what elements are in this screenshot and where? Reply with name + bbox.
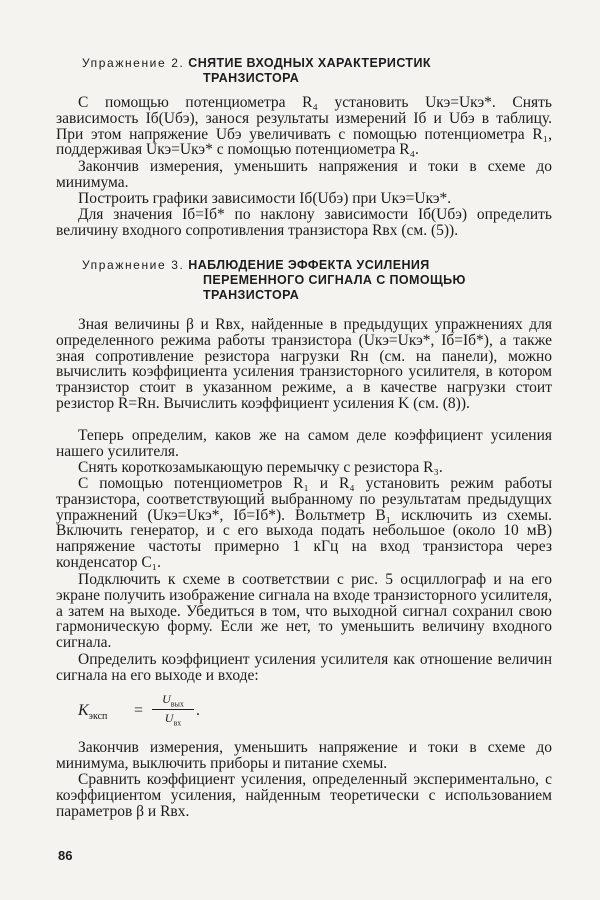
exercise-3-heading bbox=[82, 258, 542, 303]
formula-equals: = bbox=[134, 702, 144, 719]
ex2-paragraph-2: Закончив измерения, уменьшить напряжения и токи в схеме до минимума. bbox=[56, 158, 552, 191]
formula-fraction bbox=[152, 692, 194, 728]
exercise-3-label: Упражнение 3. bbox=[82, 258, 185, 272]
ex3-closing-2: Сравнить коэффициент усиления, определенный экспериментально, с коэффициентом усиления, найденным теоретически с использованием параметров β и Rвх. bbox=[56, 771, 552, 820]
exercise-2-heading bbox=[82, 56, 542, 86]
formula-numerator: $U_{вых}$ bbox=[152, 692, 194, 710]
ex3-closing-1: Закончив измерения, уменьшить напряжение и токи в схеме до минимума, выключить приборы и питание схемы. bbox=[56, 739, 552, 772]
ex2-paragraph-3: Построить графики зависимости Iб(Uбэ) при Uкэ=Uкэ*. bbox=[78, 190, 452, 207]
exercise-2-label: Упражнение 2. bbox=[82, 56, 185, 70]
ex3-paragraph-3: Снять короткозамыкающую перемычку с резистора R₃. bbox=[78, 459, 443, 476]
gain-formula bbox=[78, 692, 278, 732]
exercise-3-title-line2: ПЕРЕМЕННОГО СИГНАЛА С ПОМОЩЬЮ bbox=[203, 273, 466, 287]
ex3-paragraph-5: Подключить к схеме в соответствии с рис. 5 осциллограф и на его экране получить изображение сигнала на входе транзисторного усилителя, а затем на выходе. Убедиться в том, что выходной сигнал сохранил свою гармоническую форму. Если же нет, то уменьшить величину входного сигнала. bbox=[56, 571, 552, 652]
ex3-paragraph-4: С помощью потенциометров R₁ и R₄ установить режим работы транзистора, соответствующий выбранному по результатам предыдущих упражнений (Uкэ=Uкэ*, Iб=Iб*). Вольтметр B₁ исключить из схемы. Включить генератор, и с его выхода подать небольшое (около 10 мВ) напряжение частоты примерно 1 кГц на вход транзистора через конденсатор C₁. bbox=[56, 475, 552, 571]
formula-period: . bbox=[196, 702, 200, 719]
formula-denominator: $U_{вх}$ bbox=[164, 711, 182, 728]
exercise-2-title-line2: ТРАНЗИСТОРА bbox=[203, 71, 300, 85]
page-number: 86 bbox=[58, 848, 73, 863]
ex2-paragraph-4: Для значения Iб=Iб* по наклону зависимости Iб(Uбэ) определить величину входного сопротивления транзистора Rвх (см. (5)). bbox=[56, 206, 552, 239]
exercise-3-title-line1: НАБЛЮДЕНИЕ ЭФФЕКТА УСИЛЕНИЯ bbox=[188, 258, 430, 272]
formula-lhs: $K_{эксп}$ bbox=[78, 702, 108, 723]
ex3-paragraph-2: Теперь определим, каков же на самом деле коэффициент усиления нашего усилителя. bbox=[56, 427, 552, 460]
exercise-3-title-line3: ТРАНЗИСТОРА bbox=[203, 288, 300, 302]
ex2-paragraph-1: С помощью потенциометра R₄ установить Uкэ=Uкэ*. Снять зависимость Iб(Uбэ), занося результаты измерений Iб и Uбэ в таблицу. При этом напряжение Uбэ увеличивать с помощью потенциометра R₁, поддерживая Uкэ=Uкэ* с помощью потенциометра R₄. bbox=[56, 94, 552, 159]
ex3-paragraph-6: Определить коэффициент усиления усилителя как отношение величин сигнала на его выходе и входе: bbox=[56, 651, 552, 684]
ex3-paragraph-1: Зная величины β и Rвх, найденные в предыдущих упражнениях для определенного режима работы транзистора (Uкэ=Uкэ*, Iб=Iб*), а также зная сопротивление резистора нагрузки Rн (см. на панели), можно вычислить коэффициента усиления транзисторного усилителя, в котором транзистор стоит в указанном режиме, а в качестве нагрузки стоит резистор R=Rн. Вычислить коэффициент усиления K (см. (8)). bbox=[56, 316, 552, 412]
exercise-2-title-line1: СНЯТИЕ ВХОДНЫХ ХАРАКТЕРИСТИК bbox=[188, 56, 431, 70]
